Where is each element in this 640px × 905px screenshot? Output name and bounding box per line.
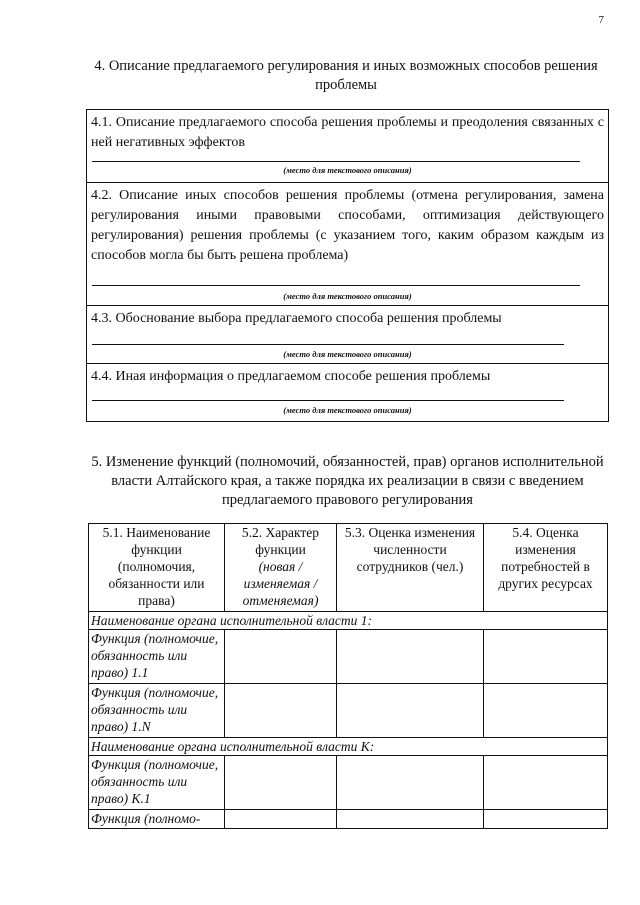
function-cell: Функция (полномочие, обязанность или право) 1.1 xyxy=(89,630,225,684)
empty-cell xyxy=(484,630,608,684)
text-line xyxy=(92,285,580,286)
empty-cell xyxy=(225,756,337,810)
org-name-cell: Наименование органа исполнительной власти K: xyxy=(89,738,608,756)
item-4-3 xyxy=(87,306,608,364)
empty-cell xyxy=(337,756,484,810)
empty-cell xyxy=(337,630,484,684)
section-4-title: 4. Описание предлагаемого регулирования и иных возможных способов решения проблемы xyxy=(94,58,598,93)
function-cell: Функция (полномо- xyxy=(89,810,225,829)
header-cell: 5.1. Наименование функции (полномочия, обязанности или права) xyxy=(89,524,225,612)
section-4-box xyxy=(86,109,609,422)
table-row xyxy=(89,630,608,684)
section-5-title: 5. Изменение функций (полномочий, обязанностей, прав) органов исполнительной власти Алтайского края, а также порядка их реализации в связи с введением предлагаемого правового регулирования xyxy=(91,454,604,508)
item-4-1-label: 4.1. Описание предлагаемого способа решения проблемы и преодоления связанных с ней негативных эффектов xyxy=(91,115,604,150)
item-4-4-caption: (место для текстового описания) xyxy=(283,405,412,415)
text-line xyxy=(92,344,564,345)
item-4-4-label: 4.4. Иная информация о предлагаемом способе решения проблемы xyxy=(91,369,491,384)
item-4-2-caption: (место для текстового описания) xyxy=(283,291,412,301)
empty-cell xyxy=(484,756,608,810)
item-4-1 xyxy=(87,110,608,183)
functions-table xyxy=(88,523,608,829)
item-4-3-caption: (место для текстового описания) xyxy=(283,349,412,359)
table-row xyxy=(89,756,608,810)
empty-cell xyxy=(225,630,337,684)
text-line xyxy=(92,161,580,162)
header-cell: 5.4. Оценка изменения потребностей в других ресурсах xyxy=(484,524,608,612)
table-row xyxy=(89,810,608,829)
item-4-2-label: 4.2. Описание иных способов решения проблемы (отмена регулирования, замена регулирования иными правовыми способами, оптимизация действующего регулирования) решения проблемы (с указанием того, каким образом каждым из способов могла бы быть решена проблема) xyxy=(91,188,604,263)
item-4-3-label: 4.3. Обоснование выбора предлагаемого способа решения проблемы xyxy=(91,311,502,326)
empty-cell xyxy=(484,810,608,829)
empty-cell xyxy=(337,810,484,829)
org-name-cell: Наименование органа исполнительной власти 1: xyxy=(89,612,608,630)
empty-cell xyxy=(484,684,608,738)
page-number: 7 xyxy=(598,14,604,26)
text-line xyxy=(92,400,564,401)
header-cell: 5.2. Характер функции (новая / изменяемая / отменяемая) xyxy=(225,524,337,612)
item-4-2 xyxy=(87,183,608,306)
table-header-row xyxy=(89,524,608,612)
org-row xyxy=(89,738,608,756)
empty-cell xyxy=(225,810,337,829)
item-4-4 xyxy=(87,364,608,421)
function-cell: Функция (полномочие, обязанность или право) 1.N xyxy=(89,684,225,738)
empty-cell xyxy=(337,684,484,738)
header-cell: 5.3. Оценка изменения численности сотрудников (чел.) xyxy=(337,524,484,612)
org-row xyxy=(89,612,608,630)
empty-cell xyxy=(225,684,337,738)
table-row xyxy=(89,684,608,738)
function-cell: Функция (полномочие, обязанность или право) K.1 xyxy=(89,756,225,810)
item-4-1-caption: (место для текстового описания) xyxy=(283,165,412,175)
